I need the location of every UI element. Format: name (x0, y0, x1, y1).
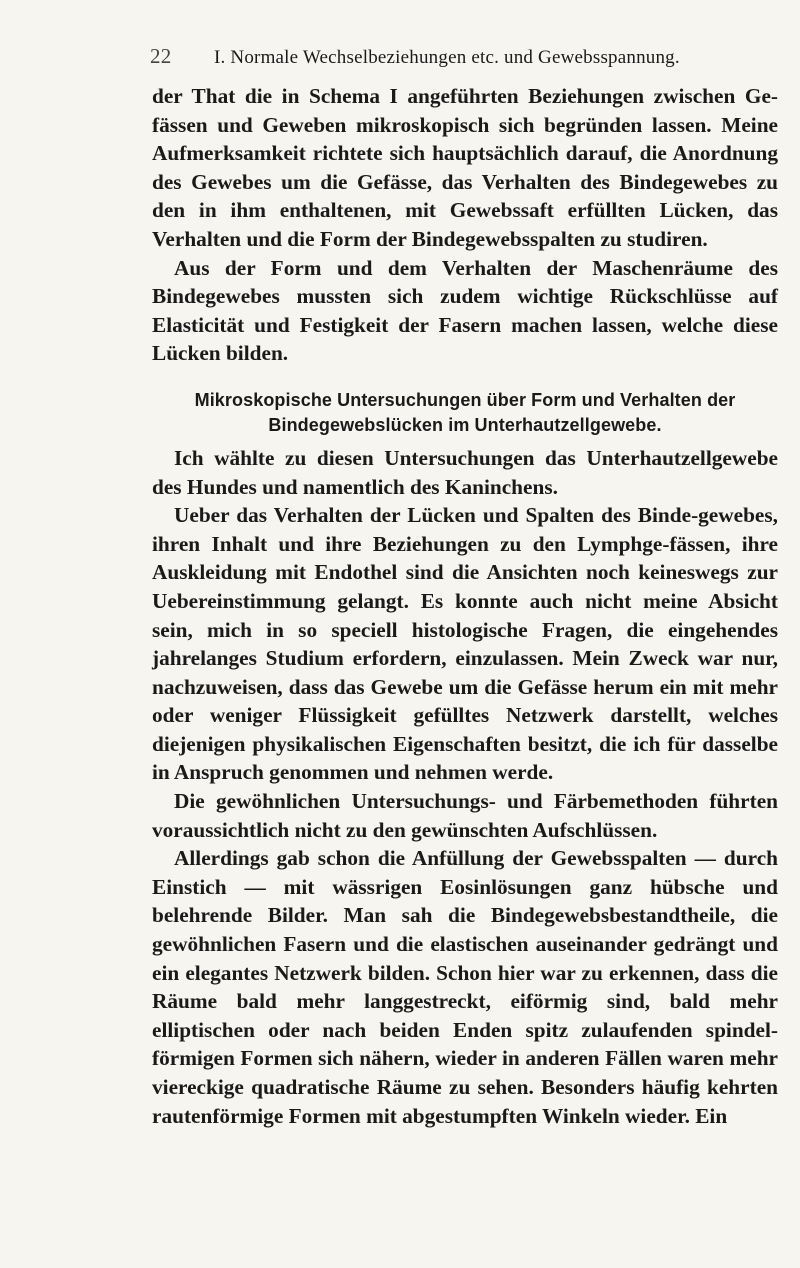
paragraph: Allerdings gab schon die Anfüllung der Gewebsspalten — durch Einstich — mit wässrigen Eosinlösungen ganz hübsche und belehrende Bilder. Man sah die Bindegewebsbestandtheile, die gewöhnlichen Fasern und die elastischen auseinander gedrängt und ein elegantes Netzwerk bilden. Schon hier war zu erkennen, dass die Räume bald mehr langgestreckt, eiförmig sind, bald mehr elliptischen oder nach beiden Enden spitz zulaufenden spindel-förmigen Formen sich nähern, wieder in anderen Fällen waren mehr viereckige quadratische Räume zu sehen. Besonders häufig kehrten rautenförmige Formen mit abgestumpften Winkeln wieder. Ein (152, 846, 778, 1128)
paragraph: Ueber das Verhalten der Lücken und Spalten des Binde-gewebes, ihren Inhalt und ihre Beziehungen zu den Lymphge-fässen, ihre Auskleidung mit Endothel sind die Ansichten noch keineswegs zur Uebereinstimmung gelangt. Es konnte auch nicht meine Absicht sein, mich in so speciell histologische Fragen, die eingehendes jahrelanges Studium erfordern, einzulassen. Mein Zweck war nur, nachzuweisen, dass das Gewebe um die Gefässe herum ein mit mehr oder weniger Flüssigkeit gefülltes Netzwerk darstellt, welches diejenigen physikalischen Eigenschaften besitzt, die ich für dasselbe in Anspruch genommen und nehmen werde. (152, 503, 778, 785)
running-head (150, 44, 750, 69)
body-text (152, 82, 778, 1130)
section-heading-line: Bindegewebslücken im Unterhautzellgewebe. (268, 414, 662, 435)
section-heading-line: Mikroskopische Untersuchungen über Form und Verhalten der (194, 389, 736, 410)
paragraph: der That die in Schema I angeführten Beziehungen zwischen Ge-fässen und Geweben mikroskopisch sich begründen lassen. Meine Aufmerksamkeit richtete sich hauptsächlich darauf, die Anordnung des Gewebes um die Gefässe, das Verhalten des Bindegewebes zu den in ihm enthaltenen, mit Gewebssaft erfüllten Lücken, das Verhalten und die Form der Bindegewebsspalten zu studiren. (152, 84, 778, 251)
paragraph: Ich wählte zu diesen Untersuchungen das Unterhautzellgewebe des Hundes und namentlich des Kaninchens. (152, 445, 778, 499)
running-head-title: I. Normale Wechselbeziehungen etc. und Gewebsspannung. (214, 47, 680, 68)
section-heading (152, 388, 778, 438)
paragraph: Aus der Form und dem Verhalten der Maschenräume des Bindegewebes mussten sich zudem wichtige Rückschlüsse auf Elasticität und Festigkeit der Fasern machen lassen, welche diese Lücken bilden. (152, 255, 778, 366)
page-number: 22 (150, 44, 172, 68)
paragraph: Die gewöhnlichen Untersuchungs- und Färbemethoden führten voraussichtlich nicht zu den gewünschten Aufschlüssen. (152, 789, 778, 842)
